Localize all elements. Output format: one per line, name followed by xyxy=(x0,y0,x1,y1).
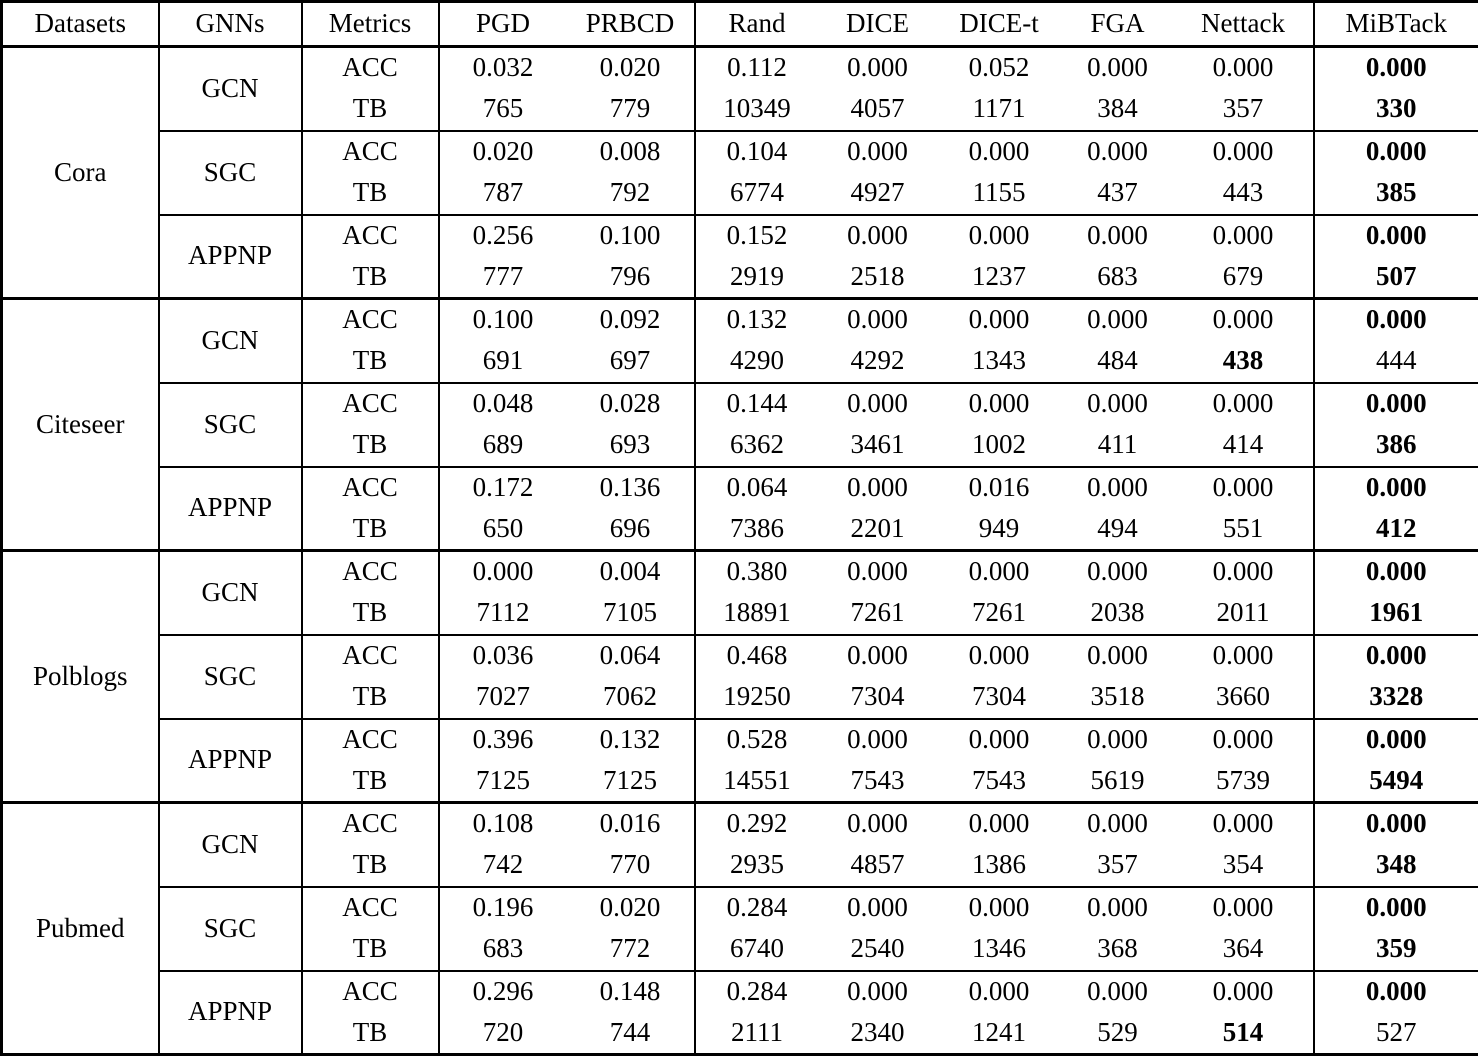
value-cell-mibtack: 0.000 xyxy=(1314,47,1478,89)
metric-label-cell: ACC xyxy=(302,719,439,761)
metric-label-cell: ACC xyxy=(302,383,439,425)
value-cell-dice-t: 1237 xyxy=(937,257,1062,299)
value-cell-dice-t: 0.052 xyxy=(937,47,1062,89)
value-cell-dice: 4057 xyxy=(819,89,937,131)
value-cell-dice-t: 0.016 xyxy=(937,467,1062,509)
value-cell-nettack: 0.000 xyxy=(1174,971,1314,1013)
value-cell-dice-t: 0.000 xyxy=(937,383,1062,425)
value-cell-fga: 0.000 xyxy=(1062,47,1174,89)
table-row xyxy=(2,383,1478,425)
value-cell-pgd: 683 xyxy=(439,929,567,971)
value-cell-dice-t: 0.000 xyxy=(937,299,1062,341)
table-row xyxy=(2,719,1478,761)
metric-label-cell: TB xyxy=(302,845,439,887)
value-cell-rand: 6774 xyxy=(695,173,819,215)
value-cell-pgd: 0.396 xyxy=(439,719,567,761)
value-cell-rand: 0.104 xyxy=(695,131,819,173)
value-cell-nettack: 0.000 xyxy=(1174,47,1314,89)
value-cell-nettack: 0.000 xyxy=(1174,551,1314,593)
gnn-name-cell: SGC xyxy=(159,383,302,467)
header-cell-gnns: GNNs xyxy=(159,2,302,47)
value-cell-dice-t: 0.000 xyxy=(937,551,1062,593)
value-cell-pgd: 0.000 xyxy=(439,551,567,593)
value-cell-mibtack: 359 xyxy=(1314,929,1478,971)
value-cell-fga: 0.000 xyxy=(1062,803,1174,845)
value-cell-mibtack: 5494 xyxy=(1314,761,1478,803)
metric-label-cell: ACC xyxy=(302,47,439,89)
value-cell-prbcd: 0.028 xyxy=(567,383,695,425)
value-cell-fga: 5619 xyxy=(1062,761,1174,803)
value-cell-dice-t: 0.000 xyxy=(937,887,1062,929)
value-cell-dice: 0.000 xyxy=(819,383,937,425)
value-cell-prbcd: 697 xyxy=(567,341,695,383)
value-cell-dice: 2340 xyxy=(819,1013,937,1055)
value-cell-pgd: 7112 xyxy=(439,593,567,635)
value-cell-pgd: 0.172 xyxy=(439,467,567,509)
value-cell-rand: 0.528 xyxy=(695,719,819,761)
value-cell-mibtack: 0.000 xyxy=(1314,719,1478,761)
value-cell-mibtack: 348 xyxy=(1314,845,1478,887)
value-cell-rand: 0.468 xyxy=(695,635,819,677)
gnn-name-cell: SGC xyxy=(159,131,302,215)
value-cell-rand: 2111 xyxy=(695,1013,819,1055)
gnn-name-cell: APPNP xyxy=(159,719,302,803)
value-cell-fga: 357 xyxy=(1062,845,1174,887)
value-cell-pgd: 720 xyxy=(439,1013,567,1055)
metric-label-cell: TB xyxy=(302,593,439,635)
header-cell-nettack: Nettack xyxy=(1174,2,1314,47)
value-cell-nettack: 3660 xyxy=(1174,677,1314,719)
value-cell-mibtack: 0.000 xyxy=(1314,551,1478,593)
value-cell-mibtack: 0.000 xyxy=(1314,383,1478,425)
value-cell-prbcd: 0.100 xyxy=(567,215,695,257)
value-cell-rand: 18891 xyxy=(695,593,819,635)
value-cell-nettack: 514 xyxy=(1174,1013,1314,1055)
value-cell-dice: 0.000 xyxy=(819,803,937,845)
value-cell-fga: 0.000 xyxy=(1062,551,1174,593)
value-cell-mibtack: 3328 xyxy=(1314,677,1478,719)
value-cell-prbcd: 7105 xyxy=(567,593,695,635)
dataset-name-cell: Pubmed xyxy=(2,803,159,1055)
gnn-name-cell: APPNP xyxy=(159,467,302,551)
value-cell-prbcd: 796 xyxy=(567,257,695,299)
header-cell-rand: Rand xyxy=(695,2,819,47)
metric-label-cell: TB xyxy=(302,425,439,467)
value-cell-nettack: 0.000 xyxy=(1174,635,1314,677)
value-cell-dice-t: 7304 xyxy=(937,677,1062,719)
value-cell-pgd: 0.048 xyxy=(439,383,567,425)
gnn-name-cell: GCN xyxy=(159,803,302,887)
value-cell-fga: 2038 xyxy=(1062,593,1174,635)
value-cell-prbcd: 744 xyxy=(567,1013,695,1055)
table-row xyxy=(2,131,1478,173)
value-cell-dice: 0.000 xyxy=(819,47,937,89)
table-row xyxy=(2,47,1478,89)
header-cell-pgd: PGD xyxy=(439,2,567,47)
value-cell-fga: 0.000 xyxy=(1062,887,1174,929)
header-cell-mibtack: MiBTack xyxy=(1314,2,1478,47)
value-cell-dice-t: 0.000 xyxy=(937,131,1062,173)
value-cell-nettack: 0.000 xyxy=(1174,803,1314,845)
value-cell-dice-t: 0.000 xyxy=(937,803,1062,845)
value-cell-fga: 368 xyxy=(1062,929,1174,971)
value-cell-prbcd: 7125 xyxy=(567,761,695,803)
value-cell-dice: 7304 xyxy=(819,677,937,719)
value-cell-rand: 14551 xyxy=(695,761,819,803)
value-cell-fga: 683 xyxy=(1062,257,1174,299)
value-cell-prbcd: 693 xyxy=(567,425,695,467)
value-cell-dice-t: 7543 xyxy=(937,761,1062,803)
table-row xyxy=(2,971,1478,1013)
value-cell-nettack: 0.000 xyxy=(1174,887,1314,929)
value-cell-mibtack: 0.000 xyxy=(1314,635,1478,677)
value-cell-nettack: 414 xyxy=(1174,425,1314,467)
value-cell-nettack: 0.000 xyxy=(1174,467,1314,509)
value-cell-nettack: 443 xyxy=(1174,173,1314,215)
value-cell-dice-t: 1346 xyxy=(937,929,1062,971)
value-cell-mibtack: 330 xyxy=(1314,89,1478,131)
metric-label-cell: TB xyxy=(302,677,439,719)
value-cell-prbcd: 0.064 xyxy=(567,635,695,677)
value-cell-fga: 0.000 xyxy=(1062,215,1174,257)
value-cell-rand: 6362 xyxy=(695,425,819,467)
value-cell-pgd: 777 xyxy=(439,257,567,299)
value-cell-dice-t: 0.000 xyxy=(937,719,1062,761)
value-cell-fga: 529 xyxy=(1062,1013,1174,1055)
gnn-name-cell: SGC xyxy=(159,887,302,971)
value-cell-fga: 0.000 xyxy=(1062,467,1174,509)
value-cell-prbcd: 696 xyxy=(567,509,695,551)
value-cell-mibtack: 527 xyxy=(1314,1013,1478,1055)
value-cell-nettack: 0.000 xyxy=(1174,215,1314,257)
metric-label-cell: ACC xyxy=(302,971,439,1013)
value-cell-pgd: 0.108 xyxy=(439,803,567,845)
metric-label-cell: TB xyxy=(302,89,439,131)
value-cell-rand: 10349 xyxy=(695,89,819,131)
header-cell-dice: DICE xyxy=(819,2,937,47)
metric-label-cell: ACC xyxy=(302,635,439,677)
value-cell-prbcd: 770 xyxy=(567,845,695,887)
value-cell-nettack: 357 xyxy=(1174,89,1314,131)
value-cell-mibtack: 412 xyxy=(1314,509,1478,551)
value-cell-dice-t: 0.000 xyxy=(937,635,1062,677)
value-cell-fga: 484 xyxy=(1062,341,1174,383)
metric-label-cell: TB xyxy=(302,257,439,299)
value-cell-dice-t: 1386 xyxy=(937,845,1062,887)
value-cell-pgd: 7125 xyxy=(439,761,567,803)
value-cell-mibtack: 385 xyxy=(1314,173,1478,215)
table-row xyxy=(2,887,1478,929)
table-body xyxy=(2,47,1478,1055)
value-cell-rand: 0.284 xyxy=(695,887,819,929)
value-cell-dice: 4857 xyxy=(819,845,937,887)
value-cell-dice-t: 1343 xyxy=(937,341,1062,383)
value-cell-pgd: 0.020 xyxy=(439,131,567,173)
gnn-name-cell: GCN xyxy=(159,47,302,131)
value-cell-rand: 0.132 xyxy=(695,299,819,341)
value-cell-prbcd: 0.132 xyxy=(567,719,695,761)
value-cell-pgd: 7027 xyxy=(439,677,567,719)
value-cell-rand: 0.144 xyxy=(695,383,819,425)
value-cell-prbcd: 0.136 xyxy=(567,467,695,509)
value-cell-prbcd: 7062 xyxy=(567,677,695,719)
metric-label-cell: TB xyxy=(302,509,439,551)
value-cell-dice: 4927 xyxy=(819,173,937,215)
metric-label-cell: ACC xyxy=(302,551,439,593)
header-cell-metrics: Metrics xyxy=(302,2,439,47)
value-cell-nettack: 0.000 xyxy=(1174,719,1314,761)
value-cell-pgd: 691 xyxy=(439,341,567,383)
value-cell-mibtack: 507 xyxy=(1314,257,1478,299)
value-cell-prbcd: 0.004 xyxy=(567,551,695,593)
value-cell-dice: 0.000 xyxy=(819,551,937,593)
value-cell-dice-t: 1002 xyxy=(937,425,1062,467)
gnn-name-cell: SGC xyxy=(159,635,302,719)
value-cell-rand: 0.064 xyxy=(695,467,819,509)
value-cell-fga: 0.000 xyxy=(1062,635,1174,677)
value-cell-mibtack: 1961 xyxy=(1314,593,1478,635)
value-cell-prbcd: 0.020 xyxy=(567,887,695,929)
value-cell-fga: 384 xyxy=(1062,89,1174,131)
value-cell-dice: 4292 xyxy=(819,341,937,383)
dataset-name-cell: Citeseer xyxy=(2,299,159,551)
value-cell-dice: 0.000 xyxy=(819,299,937,341)
value-cell-dice: 0.000 xyxy=(819,131,937,173)
value-cell-pgd: 0.196 xyxy=(439,887,567,929)
header-cell-datasets: Datasets xyxy=(2,2,159,47)
value-cell-prbcd: 792 xyxy=(567,173,695,215)
value-cell-pgd: 765 xyxy=(439,89,567,131)
table-row xyxy=(2,215,1478,257)
table-row xyxy=(2,803,1478,845)
value-cell-dice-t: 1241 xyxy=(937,1013,1062,1055)
metric-label-cell: TB xyxy=(302,1013,439,1055)
value-cell-nettack: 0.000 xyxy=(1174,383,1314,425)
gnn-name-cell: GCN xyxy=(159,299,302,383)
metric-label-cell: ACC xyxy=(302,887,439,929)
value-cell-fga: 437 xyxy=(1062,173,1174,215)
value-cell-nettack: 679 xyxy=(1174,257,1314,299)
value-cell-rand: 4290 xyxy=(695,341,819,383)
dataset-name-cell: Polblogs xyxy=(2,551,159,803)
value-cell-dice: 3461 xyxy=(819,425,937,467)
value-cell-fga: 494 xyxy=(1062,509,1174,551)
value-cell-pgd: 0.296 xyxy=(439,971,567,1013)
value-cell-mibtack: 0.000 xyxy=(1314,803,1478,845)
value-cell-dice-t: 949 xyxy=(937,509,1062,551)
value-cell-dice-t: 1171 xyxy=(937,89,1062,131)
value-cell-nettack: 364 xyxy=(1174,929,1314,971)
metric-label-cell: TB xyxy=(302,929,439,971)
value-cell-rand: 2935 xyxy=(695,845,819,887)
header-cell-prbcd: PRBCD xyxy=(567,2,695,47)
value-cell-fga: 0.000 xyxy=(1062,383,1174,425)
table-row xyxy=(2,299,1478,341)
metric-label-cell: ACC xyxy=(302,299,439,341)
value-cell-prbcd: 0.092 xyxy=(567,299,695,341)
metric-label-cell: ACC xyxy=(302,215,439,257)
value-cell-dice: 2518 xyxy=(819,257,937,299)
header-cell-fga: FGA xyxy=(1062,2,1174,47)
gnn-name-cell: GCN xyxy=(159,551,302,635)
value-cell-rand: 0.112 xyxy=(695,47,819,89)
value-cell-nettack: 438 xyxy=(1174,341,1314,383)
value-cell-rand: 2919 xyxy=(695,257,819,299)
value-cell-rand: 0.152 xyxy=(695,215,819,257)
value-cell-mibtack: 0.000 xyxy=(1314,299,1478,341)
value-cell-dice: 7543 xyxy=(819,761,937,803)
value-cell-nettack: 0.000 xyxy=(1174,131,1314,173)
table-row xyxy=(2,467,1478,509)
value-cell-rand: 0.292 xyxy=(695,803,819,845)
gnn-name-cell: APPNP xyxy=(159,971,302,1055)
value-cell-mibtack: 386 xyxy=(1314,425,1478,467)
value-cell-pgd: 0.036 xyxy=(439,635,567,677)
value-cell-prbcd: 0.148 xyxy=(567,971,695,1013)
value-cell-rand: 7386 xyxy=(695,509,819,551)
value-cell-dice: 2201 xyxy=(819,509,937,551)
value-cell-nettack: 2011 xyxy=(1174,593,1314,635)
table-row xyxy=(2,635,1478,677)
value-cell-pgd: 787 xyxy=(439,173,567,215)
value-cell-prbcd: 0.016 xyxy=(567,803,695,845)
value-cell-fga: 411 xyxy=(1062,425,1174,467)
value-cell-fga: 0.000 xyxy=(1062,131,1174,173)
value-cell-dice: 0.000 xyxy=(819,635,937,677)
value-cell-mibtack: 0.000 xyxy=(1314,467,1478,509)
value-cell-prbcd: 0.008 xyxy=(567,131,695,173)
value-cell-nettack: 551 xyxy=(1174,509,1314,551)
metric-label-cell: ACC xyxy=(302,131,439,173)
value-cell-dice: 0.000 xyxy=(819,215,937,257)
metric-label-cell: TB xyxy=(302,173,439,215)
value-cell-dice: 7261 xyxy=(819,593,937,635)
value-cell-dice-t: 7261 xyxy=(937,593,1062,635)
value-cell-mibtack: 0.000 xyxy=(1314,971,1478,1013)
value-cell-fga: 0.000 xyxy=(1062,719,1174,761)
value-cell-nettack: 0.000 xyxy=(1174,299,1314,341)
table-row xyxy=(2,551,1478,593)
value-cell-pgd: 689 xyxy=(439,425,567,467)
value-cell-dice: 0.000 xyxy=(819,719,937,761)
value-cell-rand: 0.380 xyxy=(695,551,819,593)
value-cell-mibtack: 0.000 xyxy=(1314,887,1478,929)
value-cell-dice: 0.000 xyxy=(819,887,937,929)
value-cell-rand: 0.284 xyxy=(695,971,819,1013)
value-cell-prbcd: 779 xyxy=(567,89,695,131)
metric-label-cell: ACC xyxy=(302,803,439,845)
value-cell-dice-t: 1155 xyxy=(937,173,1062,215)
gnn-name-cell: APPNP xyxy=(159,215,302,299)
value-cell-rand: 6740 xyxy=(695,929,819,971)
table-header-row xyxy=(2,2,1478,47)
value-cell-pgd: 742 xyxy=(439,845,567,887)
value-cell-nettack: 354 xyxy=(1174,845,1314,887)
value-cell-mibtack: 444 xyxy=(1314,341,1478,383)
value-cell-dice: 2540 xyxy=(819,929,937,971)
header-cell-dice-t: DICE-t xyxy=(937,2,1062,47)
value-cell-fga: 3518 xyxy=(1062,677,1174,719)
value-cell-mibtack: 0.000 xyxy=(1314,215,1478,257)
value-cell-mibtack: 0.000 xyxy=(1314,131,1478,173)
value-cell-dice: 0.000 xyxy=(819,971,937,1013)
value-cell-prbcd: 772 xyxy=(567,929,695,971)
metric-label-cell: ACC xyxy=(302,467,439,509)
value-cell-dice-t: 0.000 xyxy=(937,215,1062,257)
value-cell-fga: 0.000 xyxy=(1062,971,1174,1013)
value-cell-pgd: 0.032 xyxy=(439,47,567,89)
value-cell-nettack: 5739 xyxy=(1174,761,1314,803)
value-cell-dice-t: 0.000 xyxy=(937,971,1062,1013)
metric-label-cell: TB xyxy=(302,341,439,383)
value-cell-fga: 0.000 xyxy=(1062,299,1174,341)
value-cell-dice: 0.000 xyxy=(819,467,937,509)
value-cell-pgd: 0.256 xyxy=(439,215,567,257)
value-cell-prbcd: 0.020 xyxy=(567,47,695,89)
dataset-name-cell: Cora xyxy=(2,47,159,299)
value-cell-pgd: 650 xyxy=(439,509,567,551)
value-cell-pgd: 0.100 xyxy=(439,299,567,341)
metric-label-cell: TB xyxy=(302,761,439,803)
value-cell-rand: 19250 xyxy=(695,677,819,719)
